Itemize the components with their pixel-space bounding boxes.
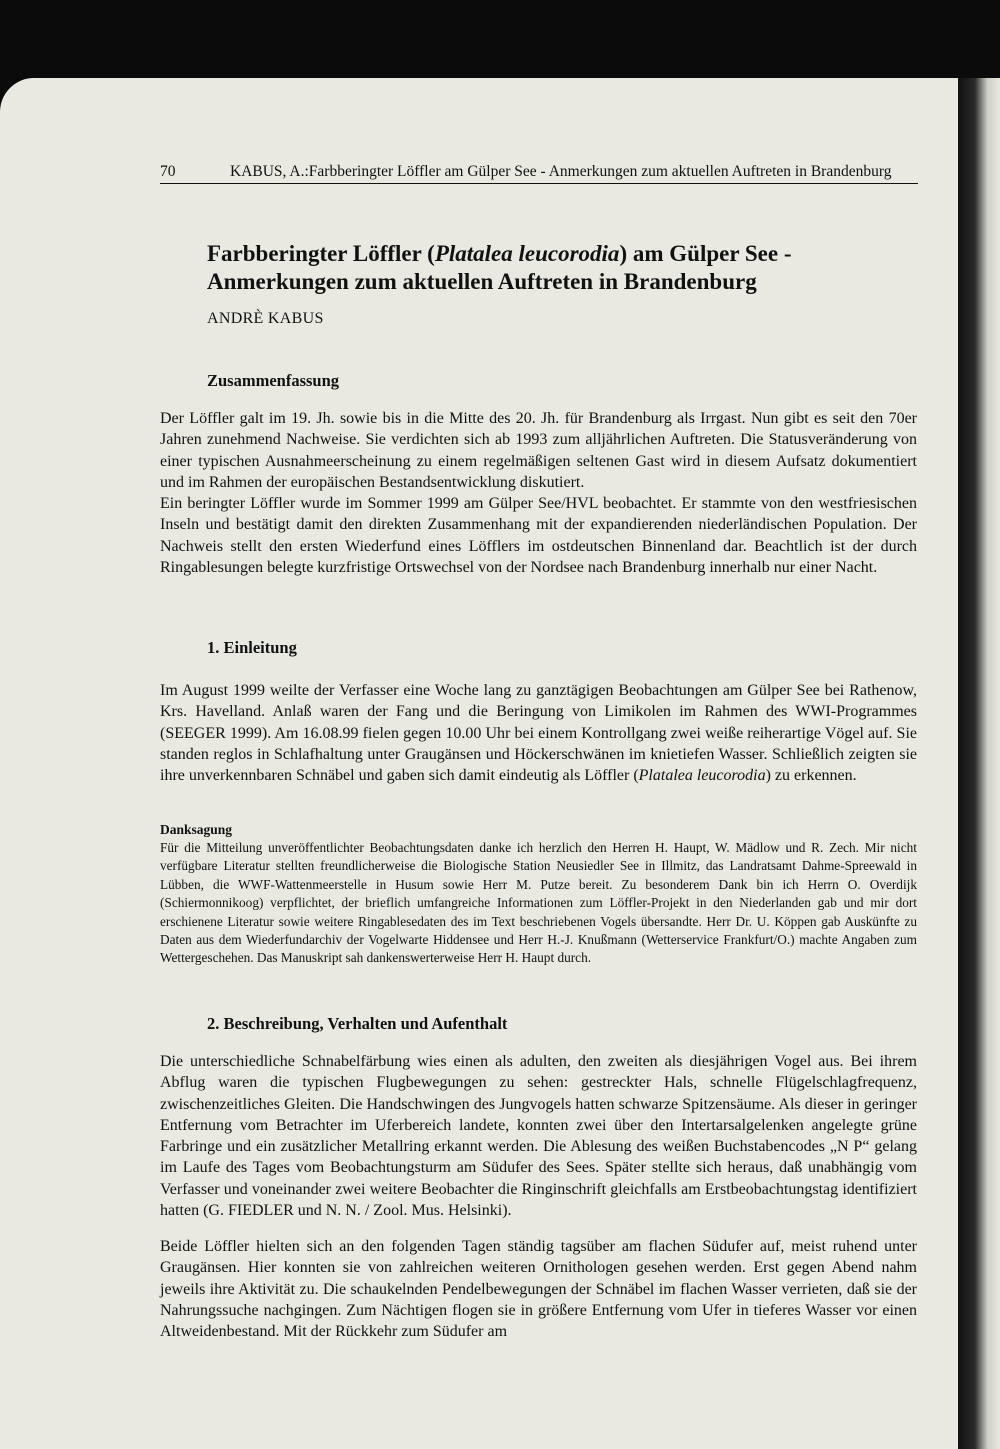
section-1-text-before: Im August 1999 weilte der Verfasser eine Woche lang zu ganztägigen Beobachtungen am Gülper See bei Rathenow, Krs. Havelland. Anlaß waren der Fang und die Beringung von Limikolen im Rahmen des WWI-Programmes (SEEGER 1999). Am 16.08.99 fielen gegen 10.00 Uhr bei einem Kontrollgang zwei weiße reiherartige Vögel auf. Sie standen reglos in Schlafhaltung unter Graugänsen und Höckerschwänen im knietiefen Wasser. Schließlich zeigten sie ihre unverkennbaren Schnäbel und gaben sich damit eindeutig als Löffler ( bbox=[160, 682, 917, 785]
section-1-heading: 1. Einleitung bbox=[207, 638, 297, 657]
summary-paragraph-1: Der Löffler galt im 19. Jh. sowie bis in die Mitte des 20. Jh. für Brandenburg als Irrgast. Nun gibt es seit den 70er Jahren zunehmend Nachweise. Sie verdichten sich ab 1993 zum alljährlichen Auftreten. Die Statusveränderung von einer typischen Ausnahmeerscheinung zu einem regelmäßigen seltenen Gast wird in diesem Aufsatz dokumentiert und im Rahmen der europäischen Bestandsentwicklung diskutiert. bbox=[160, 410, 917, 491]
acknowledgements-text: Für die Mitteilung unveröffentlichter Beobachtungsdaten danke ich herzlich den Herren H. Haupt, W. Mädlow und R. Zech. Mir nicht verfügbare Literatur stellten freundlicherweise die Biologische Station Neusiedler See in Illmitz, das Landratsamt Dahme-Spreewald in Lübben, die WWF-Wattenmeerstelle in Husum sowie Herr M. Putze bereit. Zu besonderem Dank bin ich Herrn O. Overdijk (Schiermonnikoog) verpflichtet, der brieflich umfangreiche Informationen zum Löffler-Projekt in den Niederlanden gab und mir dort erschienene Literatur sowie weitere Ringablesedaten des im Text beschriebenen Vogels übersandte. Herr Dr. U. Köppen gab Auskünfte zu Daten aus dem Wiederfundarchiv der Vogelwarte Hiddensee und Herr H.-J. Knußmann (Wetterservice Frankfurt/O.) machte Angaben zum Wettergeschehen. Das Manuskript sah dankenswerterweise Herr H. Haupt durch. bbox=[160, 840, 917, 966]
title-species-name: Platalea leucorodia bbox=[434, 241, 620, 266]
running-title: KABUS, A.:Farbberingter Löffler am Gülper See - Anmerkungen zum aktuellen Auftreten in Brandenburg bbox=[230, 163, 892, 180]
acknowledgements-heading: Danksagung bbox=[160, 822, 233, 837]
title-part-1: Farbberingter Löffler ( bbox=[207, 241, 435, 266]
section-1-paragraph bbox=[160, 680, 917, 786]
summary-heading: Zusammenfassung bbox=[207, 371, 340, 390]
article-title bbox=[207, 240, 919, 296]
section-1-species-name: Platalea leucorodia bbox=[638, 767, 766, 785]
section-2-paragraph-1: Die unterschiedliche Schnabelfärbung wies einen als adulten, den zweiten als diesjährigen Vogel aus. Bei ihrem Abflug waren die typischen Flugbewegungen zu sehen: gestreckter Hals, schnelle Flügelschlagfrequenz, zwischenzeitliches Gleiten. Die Handschwingen des Jungvogels hatten schwarze Spitzensäume. Als dieser in geringer Entfernung vom Betrachter im Uferbereich landete, konnten zwei über den Intertarsalgelenken angelegte grüne Farbringe und ein zusätzlicher Metallring erkannt werden. Die Ablesung des weißen Buchstabencodes „N P“ gelang im Laufe des Tages vom Beobachtungsturm am Südufer des Sees. Später stellte sich heraus, daß unabhängig vom Verfasser und voneinander zwei weitere Beobachter die Ringinschrift gleichfalls am Erstbeobachtungstag identifiziert hatten (G. FIEDLER und N. N. / Zool. Mus. Helsinki). bbox=[160, 1053, 917, 1220]
page-number: 70 bbox=[160, 163, 176, 180]
section-2-paragraph-2: Beide Löffler hielten sich an den folgenden Tagen ständig tagsüber am flachen Südufer auf, meist ruhend unter Graugänsen. Hier konnten sie von zahlreichen weiteren Ornithologen gesehen werden. Erst gegen Abend nahm jeweils ihre Aktivität zu. Die schaukelnden Pendelbewegungen der Schnäbel im flachen Wasser verrieten, daß sie der Nahrungssuche nachgingen. Zum Nächtigen flogen sie in größere Entfernung vom Ufer in tieferes Wasser vor einen Altweidenbestand. Mit der Rückkehr zum Südufer am bbox=[160, 1238, 917, 1341]
author-name: ANDRÈ KABUS bbox=[207, 310, 324, 327]
page-edge-strip bbox=[958, 78, 1000, 1449]
running-header bbox=[160, 162, 918, 184]
section-1-text-after: ) zu erkennen. bbox=[765, 767, 857, 785]
title-part-2: ) am Gülper See - Anmerkungen zum aktuellen Auftreten in Brandenburg bbox=[207, 241, 792, 294]
summary-paragraph-2: Ein beringter Löffler wurde im Sommer 1999 am Gülper See/HVL beobachtet. Er stammte von den westfriesischen Inseln und bestätigt damit den direkten Zusammenhang mit der expandierenden niederländischen Population. Der Nachweis stellt den ersten Wiederfund eines Löfflers im ostdeutschen Binnenland dar. Beachtlich ist der durch Ringablesungen belegte kurzfristige Ortswechsel von der Nordsee nach Brandenburg innerhalb nur einer Nacht. bbox=[160, 495, 917, 576]
section-2-heading: 2. Beschreibung, Verhalten und Aufenthalt bbox=[207, 1014, 508, 1033]
